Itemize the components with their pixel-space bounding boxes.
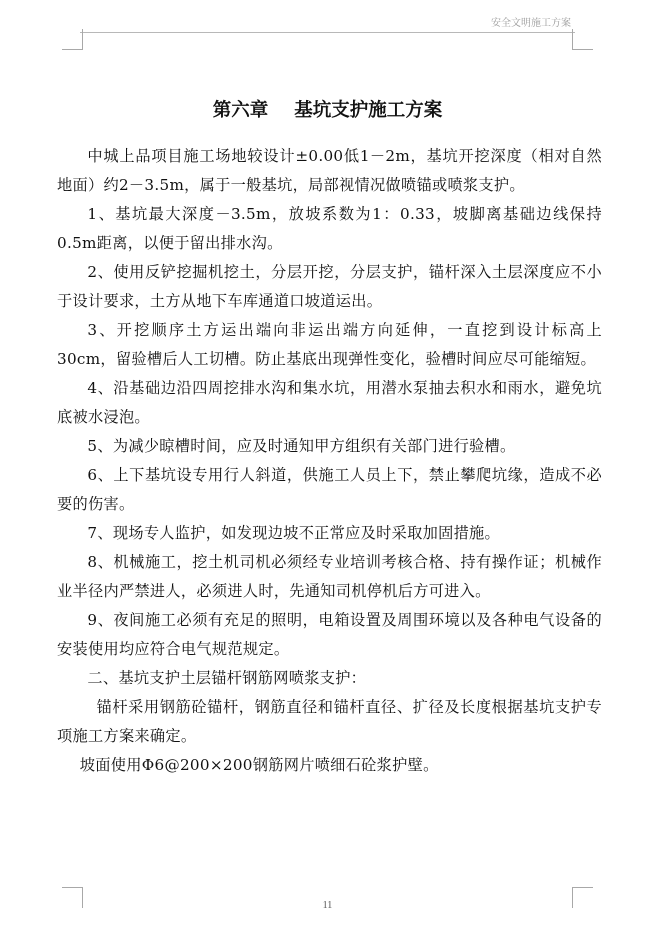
page-number: 11: [322, 900, 333, 911]
section-heading-2: 二、基坑支护土层锚杆钢筋网喷浆支护：: [87, 669, 367, 687]
header-rule: [80, 32, 575, 33]
paragraph-item-1: 1、基坑最大深度－3.5m，放坡系数为1：0.33，坡脚离基础边线保持0.5m距离，以便于留出排水沟。: [57, 205, 602, 252]
corner-mark-top-left: [62, 29, 83, 50]
paragraph-item-4: 4、沿基础边沿四周挖排水沟和集水坑，用潜水泵抽去积水和雨水，避免坑底被水浸泡。: [57, 379, 602, 426]
paragraph-item-8: 8、机械施工，挖土机司机必须经专业培训考核合格、持有操作证；机械作业半径内严禁进人，必须进人时，先通知司机停机后方可进入。: [57, 553, 602, 600]
paragraph-item-9: 9、夜间施工必须有充足的照明，电箱设置及周围环境以及各种电气设备的安装使用均应符合电气规范规定。: [57, 611, 602, 658]
paragraph-item-6: 6、上下基坑设专用行人斜道，供施工人员上下，禁止攀爬坑缘，造成不必要的伤害。: [57, 466, 602, 513]
paragraph-item-2: 2、使用反铲挖掘机挖土，分层开挖，分层支护，锚杆深入土层深度应不小于设计要求，土方从地下车库通道口坡道运出。: [57, 263, 602, 310]
document-body: [57, 142, 602, 780]
paragraph-item-5: 5、为减少晾槽时间，应及时通知甲方组织有关部门进行验槽。: [87, 437, 516, 455]
header-title: 安全文明施工方案: [491, 18, 571, 29]
paragraph-slope-mesh: 坡面使用Φ6@200×200钢筋网片喷细石砼浆护壁。: [79, 756, 439, 774]
corner-mark-top-right: [572, 29, 593, 50]
chapter-number: 第六章: [212, 100, 269, 121]
chapter-heading: [0, 96, 655, 122]
paragraph-item-7: 7、现场专人监护，如发现边坡不正常应及时采取加固措施。: [87, 524, 501, 542]
paragraph-intro: 中城上品项目施工场地较设计±0.00低1－2m，基坑开挖深度（相对自然地面）约2－3.5m，属于一般基坑，局部视情况做喷锚或喷浆支护。: [57, 147, 602, 194]
paragraph-anchor-rods: 锚杆采用钢筋砼锚杆，钢筋直径和锚杆直径、扩径及长度根据基坑支护专项施工方案来确定。: [57, 698, 602, 745]
chapter-title: 基坑支护施工方案: [294, 100, 443, 121]
paragraph-item-3: 3、开挖顺序土方运出端向非运出端方向延伸，一直挖到设计标高上30cm，留验槽后人工切槽。防止基底出现弹性变化，验槽时间应尽可能缩短。: [57, 321, 602, 368]
